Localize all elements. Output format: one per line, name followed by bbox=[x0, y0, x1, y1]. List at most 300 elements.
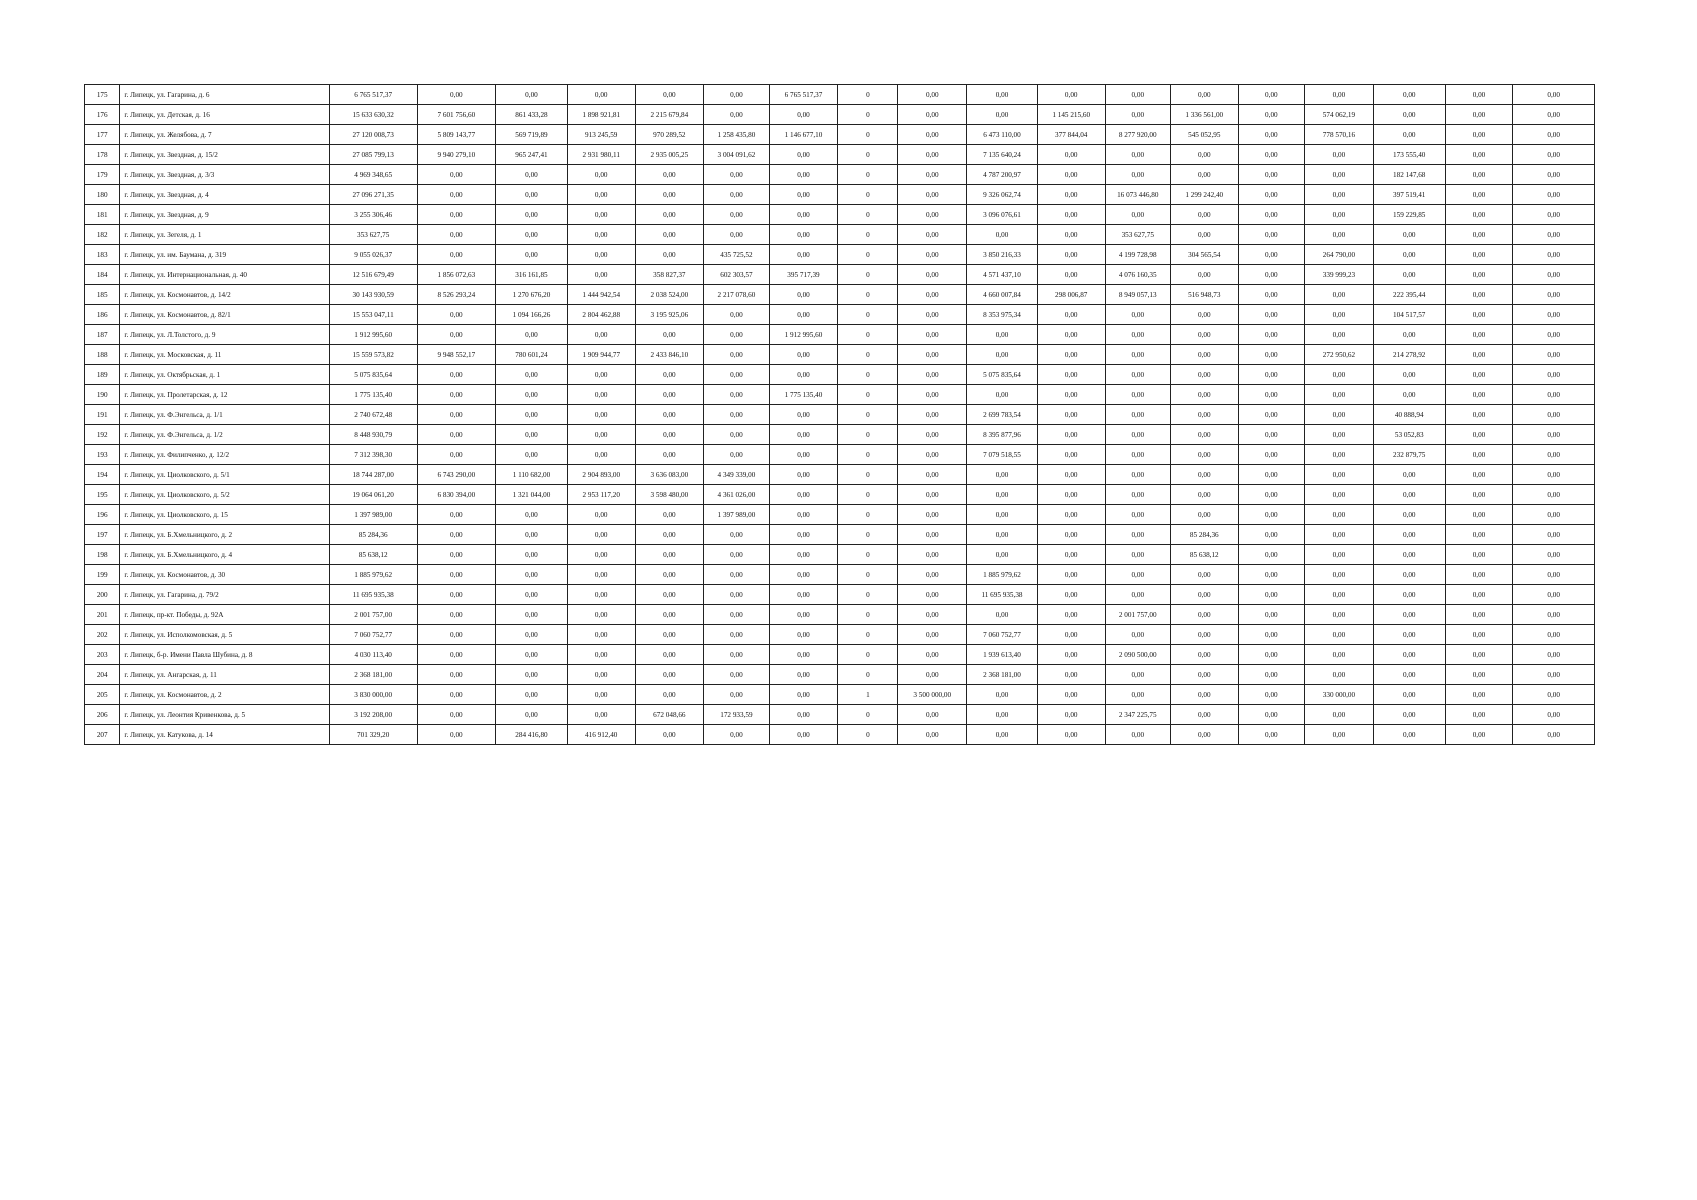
value-cell: 0,00 bbox=[1037, 685, 1105, 705]
value-cell: 159 229,85 bbox=[1373, 205, 1445, 225]
value-cell: 0,00 bbox=[417, 605, 495, 625]
value-cell: 0,00 bbox=[769, 205, 838, 225]
value-cell: 0,00 bbox=[635, 625, 704, 645]
value-cell: 0,00 bbox=[496, 605, 568, 625]
table-row bbox=[85, 145, 1595, 165]
value-cell: 0,00 bbox=[1238, 565, 1305, 585]
value-cell: 0,00 bbox=[1445, 425, 1513, 445]
value-cell: 0,00 bbox=[1238, 285, 1305, 305]
value-cell: 298 006,87 bbox=[1037, 285, 1105, 305]
value-cell: 0,00 bbox=[1170, 685, 1238, 705]
value-cell: 0,00 bbox=[567, 445, 635, 465]
value-cell: 0,00 bbox=[898, 225, 967, 245]
value-cell: 0,00 bbox=[1305, 465, 1374, 485]
value-cell: 8 353 975,34 bbox=[967, 305, 1038, 325]
value-cell: 0 bbox=[838, 605, 898, 625]
value-cell: 0,00 bbox=[1170, 305, 1238, 325]
value-cell: 0,00 bbox=[417, 525, 495, 545]
value-cell: 0,00 bbox=[1445, 385, 1513, 405]
address-cell: г. Липецк, ул. Космонавтов, д. 82/1 bbox=[120, 305, 329, 325]
value-cell: 0,00 bbox=[967, 325, 1038, 345]
value-cell: 0,00 bbox=[898, 585, 967, 605]
value-cell: 0,00 bbox=[1445, 505, 1513, 525]
value-cell: 0,00 bbox=[769, 145, 838, 165]
value-cell: 0,00 bbox=[1238, 145, 1305, 165]
value-cell: 0,00 bbox=[704, 365, 769, 385]
value-cell: 0,00 bbox=[635, 545, 704, 565]
value-cell: 0,00 bbox=[769, 485, 838, 505]
value-cell: 0,00 bbox=[1373, 605, 1445, 625]
address-cell: г. Липецк, ул. Ангарская, д. 11 bbox=[120, 665, 329, 685]
value-cell: 0,00 bbox=[496, 545, 568, 565]
value-cell: 0,00 bbox=[704, 725, 769, 745]
value-cell: 330 000,00 bbox=[1305, 685, 1374, 705]
value-cell: 4 787 200,97 bbox=[967, 165, 1038, 185]
value-cell: 85 638,12 bbox=[1170, 545, 1238, 565]
value-cell: 0,00 bbox=[1105, 105, 1170, 125]
value-cell: 0,00 bbox=[898, 485, 967, 505]
value-cell: 0,00 bbox=[1305, 725, 1374, 745]
value-cell: 0,00 bbox=[1037, 545, 1105, 565]
value-cell: 397 519,41 bbox=[1373, 185, 1445, 205]
value-cell: 0 bbox=[838, 225, 898, 245]
value-cell: 0,00 bbox=[1445, 485, 1513, 505]
value-cell: 0,00 bbox=[1238, 485, 1305, 505]
value-cell: 0,00 bbox=[898, 565, 967, 585]
value-cell: 2 433 846,10 bbox=[635, 345, 704, 365]
value-cell: 0,00 bbox=[1105, 85, 1170, 105]
value-cell: 30 143 930,59 bbox=[329, 285, 417, 305]
value-cell: 0 bbox=[838, 505, 898, 525]
value-cell: 0,00 bbox=[417, 625, 495, 645]
value-cell: 0,00 bbox=[417, 225, 495, 245]
value-cell: 861 433,28 bbox=[496, 105, 568, 125]
value-cell: 7 135 640,24 bbox=[967, 145, 1038, 165]
value-cell: 0 bbox=[838, 345, 898, 365]
row-number: 195 bbox=[85, 485, 120, 505]
row-number: 189 bbox=[85, 365, 120, 385]
value-cell: 0,00 bbox=[769, 725, 838, 745]
value-cell: 0,00 bbox=[1305, 405, 1374, 425]
address-cell: г. Липецк, ул. Ф.Энгельса, д. 1/1 bbox=[120, 405, 329, 425]
value-cell: 1 bbox=[838, 685, 898, 705]
table-body bbox=[85, 85, 1595, 745]
value-cell: 0,00 bbox=[1170, 225, 1238, 245]
value-cell: 0,00 bbox=[769, 605, 838, 625]
value-cell: 104 517,57 bbox=[1373, 305, 1445, 325]
row-number: 206 bbox=[85, 705, 120, 725]
value-cell: 2 699 783,54 bbox=[967, 405, 1038, 425]
value-cell: 8 949 057,13 bbox=[1105, 285, 1170, 305]
value-cell: 3 004 091,62 bbox=[704, 145, 769, 165]
value-cell: 0,00 bbox=[1305, 425, 1374, 445]
value-cell: 0,00 bbox=[967, 485, 1038, 505]
row-number: 177 bbox=[85, 125, 120, 145]
value-cell: 0,00 bbox=[967, 685, 1038, 705]
value-cell: 27 120 008,73 bbox=[329, 125, 417, 145]
value-cell: 316 161,85 bbox=[496, 265, 568, 285]
value-cell: 0,00 bbox=[1373, 225, 1445, 245]
value-cell: 0,00 bbox=[1513, 385, 1595, 405]
value-cell: 1 939 613,40 bbox=[967, 645, 1038, 665]
value-cell: 0,00 bbox=[417, 705, 495, 725]
value-cell: 0,00 bbox=[1037, 585, 1105, 605]
value-cell: 358 827,37 bbox=[635, 265, 704, 285]
value-cell: 0,00 bbox=[1238, 605, 1305, 625]
value-cell: 0,00 bbox=[417, 165, 495, 185]
table-row bbox=[85, 705, 1595, 725]
value-cell: 0,00 bbox=[567, 265, 635, 285]
value-cell: 85 284,36 bbox=[1170, 525, 1238, 545]
value-cell: 0,00 bbox=[1305, 665, 1374, 685]
value-cell: 0,00 bbox=[1305, 85, 1374, 105]
value-cell: 0,00 bbox=[1037, 265, 1105, 285]
value-cell: 0,00 bbox=[417, 85, 495, 105]
value-cell: 0,00 bbox=[769, 285, 838, 305]
value-cell: 0,00 bbox=[635, 525, 704, 545]
value-cell: 0,00 bbox=[769, 685, 838, 705]
value-cell: 0,00 bbox=[635, 585, 704, 605]
value-cell: 0,00 bbox=[1238, 385, 1305, 405]
address-cell: г. Липецк, ул. Октябрьская, д. 1 bbox=[120, 365, 329, 385]
value-cell: 0,00 bbox=[496, 385, 568, 405]
value-cell: 0,00 bbox=[1373, 645, 1445, 665]
address-cell: г. Липецк, б-р. Имени Павла Шубина, д. 8 bbox=[120, 645, 329, 665]
value-cell: 0,00 bbox=[704, 525, 769, 545]
row-number: 188 bbox=[85, 345, 120, 365]
table-row bbox=[85, 385, 1595, 405]
value-cell: 0,00 bbox=[567, 385, 635, 405]
row-number: 179 bbox=[85, 165, 120, 185]
value-cell: 3 255 306,46 bbox=[329, 205, 417, 225]
value-cell: 0,00 bbox=[1513, 205, 1595, 225]
value-cell: 0,00 bbox=[417, 545, 495, 565]
value-cell: 0,00 bbox=[567, 365, 635, 385]
value-cell: 0,00 bbox=[567, 685, 635, 705]
table-row bbox=[85, 545, 1595, 565]
value-cell: 0,00 bbox=[1170, 565, 1238, 585]
value-cell: 0,00 bbox=[1170, 485, 1238, 505]
value-cell: 0 bbox=[838, 585, 898, 605]
value-cell: 0,00 bbox=[1037, 485, 1105, 505]
value-cell: 2 931 980,11 bbox=[567, 145, 635, 165]
table-row bbox=[85, 725, 1595, 745]
value-cell: 0,00 bbox=[635, 405, 704, 425]
value-cell: 4 030 113,40 bbox=[329, 645, 417, 665]
value-cell: 3 192 208,00 bbox=[329, 705, 417, 725]
row-number: 187 bbox=[85, 325, 120, 345]
value-cell: 0,00 bbox=[417, 685, 495, 705]
value-cell: 0,00 bbox=[1305, 705, 1374, 725]
value-cell: 0,00 bbox=[1238, 305, 1305, 325]
value-cell: 0,00 bbox=[567, 525, 635, 545]
value-cell: 0,00 bbox=[1170, 165, 1238, 185]
value-cell: 173 555,40 bbox=[1373, 145, 1445, 165]
value-cell: 0,00 bbox=[1105, 445, 1170, 465]
value-cell: 0,00 bbox=[1445, 105, 1513, 125]
value-cell: 0,00 bbox=[1513, 225, 1595, 245]
value-cell: 0,00 bbox=[496, 685, 568, 705]
value-cell: 1 775 135,40 bbox=[769, 385, 838, 405]
value-cell: 0,00 bbox=[1513, 545, 1595, 565]
value-cell: 0,00 bbox=[567, 85, 635, 105]
value-cell: 12 516 679,49 bbox=[329, 265, 417, 285]
value-cell: 7 060 752,77 bbox=[967, 625, 1038, 645]
value-cell: 0,00 bbox=[567, 585, 635, 605]
value-cell: 8 277 920,00 bbox=[1105, 125, 1170, 145]
value-cell: 1 336 561,00 bbox=[1170, 105, 1238, 125]
value-cell: 0,00 bbox=[704, 605, 769, 625]
value-cell: 3 195 925,06 bbox=[635, 305, 704, 325]
value-cell: 0,00 bbox=[1445, 245, 1513, 265]
table-row bbox=[85, 645, 1595, 665]
value-cell: 0,00 bbox=[1238, 505, 1305, 525]
value-cell: 0,00 bbox=[898, 265, 967, 285]
address-cell: г. Липецк, ул. Пролетарская, д. 12 bbox=[120, 385, 329, 405]
value-cell: 0,00 bbox=[1170, 205, 1238, 225]
table-row bbox=[85, 565, 1595, 585]
value-cell: 0,00 bbox=[1037, 665, 1105, 685]
value-cell: 0,00 bbox=[704, 545, 769, 565]
value-cell: 0,00 bbox=[1373, 485, 1445, 505]
value-cell: 0,00 bbox=[898, 125, 967, 145]
value-cell: 0,00 bbox=[1445, 585, 1513, 605]
value-cell: 0,00 bbox=[1305, 485, 1374, 505]
value-cell: 0,00 bbox=[1037, 85, 1105, 105]
value-cell: 0,00 bbox=[704, 225, 769, 245]
value-cell: 0,00 bbox=[704, 445, 769, 465]
value-cell: 0,00 bbox=[1445, 545, 1513, 565]
value-cell: 0 bbox=[838, 545, 898, 565]
value-cell: 18 744 287,00 bbox=[329, 465, 417, 485]
value-cell: 0,00 bbox=[1373, 465, 1445, 485]
value-cell: 0,00 bbox=[1105, 325, 1170, 345]
value-cell: 0,00 bbox=[1445, 445, 1513, 465]
value-cell: 0 bbox=[838, 625, 898, 645]
table-row bbox=[85, 265, 1595, 285]
value-cell: 0,00 bbox=[704, 405, 769, 425]
value-cell: 7 079 518,55 bbox=[967, 445, 1038, 465]
value-cell: 0,00 bbox=[769, 505, 838, 525]
value-cell: 0,00 bbox=[704, 185, 769, 205]
value-cell: 0,00 bbox=[1037, 525, 1105, 545]
value-cell: 0,00 bbox=[967, 705, 1038, 725]
value-cell: 0,00 bbox=[1238, 725, 1305, 745]
value-cell: 0,00 bbox=[769, 405, 838, 425]
value-cell: 0,00 bbox=[1037, 445, 1105, 465]
value-cell: 0,00 bbox=[496, 245, 568, 265]
value-cell: 0,00 bbox=[1445, 565, 1513, 585]
value-cell: 0,00 bbox=[496, 585, 568, 605]
value-cell: 3 830 000,00 bbox=[329, 685, 417, 705]
value-cell: 0,00 bbox=[1373, 385, 1445, 405]
value-cell: 0,00 bbox=[1513, 685, 1595, 705]
value-cell: 0,00 bbox=[769, 445, 838, 465]
value-cell: 0,00 bbox=[417, 245, 495, 265]
value-cell: 4 076 160,35 bbox=[1105, 265, 1170, 285]
address-cell: г. Липецк, ул. им. Баумана, д. 319 bbox=[120, 245, 329, 265]
value-cell: 0 bbox=[838, 305, 898, 325]
value-cell: 0,00 bbox=[769, 465, 838, 485]
value-cell: 0,00 bbox=[1445, 685, 1513, 705]
value-cell: 0,00 bbox=[1238, 325, 1305, 345]
value-cell: 0,00 bbox=[1238, 185, 1305, 205]
value-cell: 970 289,52 bbox=[635, 125, 704, 145]
value-cell: 0,00 bbox=[967, 505, 1038, 525]
value-cell: 0 bbox=[838, 565, 898, 585]
value-cell: 0,00 bbox=[1238, 545, 1305, 565]
row-number: 186 bbox=[85, 305, 120, 325]
value-cell: 1 775 135,40 bbox=[329, 385, 417, 405]
value-cell: 0,00 bbox=[1513, 405, 1595, 425]
value-cell: 0,00 bbox=[1238, 405, 1305, 425]
value-cell: 0,00 bbox=[417, 645, 495, 665]
value-cell: 0,00 bbox=[1305, 525, 1374, 545]
value-cell: 0,00 bbox=[1513, 565, 1595, 585]
value-cell: 0,00 bbox=[1305, 365, 1374, 385]
table-row bbox=[85, 405, 1595, 425]
value-cell: 1 885 979,62 bbox=[967, 565, 1038, 585]
value-cell: 0,00 bbox=[1513, 485, 1595, 505]
value-cell: 0 bbox=[838, 85, 898, 105]
value-cell: 0,00 bbox=[898, 245, 967, 265]
value-cell: 0,00 bbox=[496, 325, 568, 345]
value-cell: 214 278,92 bbox=[1373, 345, 1445, 365]
value-cell: 0,00 bbox=[898, 505, 967, 525]
table-row bbox=[85, 285, 1595, 305]
value-cell: 0,00 bbox=[1037, 305, 1105, 325]
address-cell: г. Липецк, ул. Звездная, д. 3/3 bbox=[120, 165, 329, 185]
value-cell: 0,00 bbox=[769, 245, 838, 265]
value-cell: 5 075 835,64 bbox=[329, 365, 417, 385]
value-cell: 1 912 995,60 bbox=[329, 325, 417, 345]
value-cell: 0,00 bbox=[496, 445, 568, 465]
value-cell: 9 940 279,10 bbox=[417, 145, 495, 165]
address-cell: г. Липецк, ул. Звездная, д. 15/2 bbox=[120, 145, 329, 165]
value-cell: 0,00 bbox=[1373, 365, 1445, 385]
value-cell: 0,00 bbox=[1238, 705, 1305, 725]
value-cell: 0 bbox=[838, 425, 898, 445]
value-cell: 0,00 bbox=[769, 185, 838, 205]
value-cell: 0,00 bbox=[1170, 85, 1238, 105]
value-cell: 545 052,95 bbox=[1170, 125, 1238, 145]
value-cell: 0,00 bbox=[496, 85, 568, 105]
value-cell: 0,00 bbox=[1037, 205, 1105, 225]
value-cell: 0,00 bbox=[967, 465, 1038, 485]
value-cell: 0,00 bbox=[1445, 465, 1513, 485]
value-cell: 7 060 752,77 bbox=[329, 625, 417, 645]
value-cell: 0 bbox=[838, 165, 898, 185]
value-cell: 377 844,04 bbox=[1037, 125, 1105, 145]
value-cell: 0,00 bbox=[1170, 725, 1238, 745]
value-cell: 2 953 117,20 bbox=[567, 485, 635, 505]
value-cell: 0,00 bbox=[496, 625, 568, 645]
address-cell: г. Липецк, ул. Гагарина, д. 79/2 bbox=[120, 585, 329, 605]
value-cell: 0,00 bbox=[898, 465, 967, 485]
value-cell: 0,00 bbox=[1445, 525, 1513, 545]
address-cell: г. Липецк, ул. Леонтия Кривенкова, д. 5 bbox=[120, 705, 329, 725]
value-cell: 0,00 bbox=[496, 665, 568, 685]
value-cell: 1 110 682,00 bbox=[496, 465, 568, 485]
table-row bbox=[85, 665, 1595, 685]
value-cell: 0,00 bbox=[1170, 505, 1238, 525]
value-cell: 85 638,12 bbox=[329, 545, 417, 565]
value-cell: 8 395 877,96 bbox=[967, 425, 1038, 445]
value-cell: 0,00 bbox=[1105, 465, 1170, 485]
value-cell: 0,00 bbox=[1037, 705, 1105, 725]
value-cell: 85 284,36 bbox=[329, 525, 417, 545]
value-cell: 353 627,75 bbox=[329, 225, 417, 245]
value-cell: 0,00 bbox=[898, 85, 967, 105]
value-cell: 0,00 bbox=[704, 325, 769, 345]
table-row bbox=[85, 585, 1595, 605]
value-cell: 0,00 bbox=[898, 105, 967, 125]
value-cell: 9 326 062,74 bbox=[967, 185, 1038, 205]
value-cell: 0,00 bbox=[898, 665, 967, 685]
value-cell: 0,00 bbox=[769, 365, 838, 385]
value-cell: 0,00 bbox=[1373, 625, 1445, 645]
table-row bbox=[85, 185, 1595, 205]
table-row bbox=[85, 425, 1595, 445]
value-cell: 0,00 bbox=[1445, 145, 1513, 165]
value-cell: 0,00 bbox=[769, 645, 838, 665]
value-cell: 0,00 bbox=[1105, 365, 1170, 385]
row-number: 190 bbox=[85, 385, 120, 405]
table-row bbox=[85, 105, 1595, 125]
value-cell: 1 885 979,62 bbox=[329, 565, 417, 585]
table-row bbox=[85, 525, 1595, 545]
value-cell: 0,00 bbox=[769, 625, 838, 645]
value-cell: 0,00 bbox=[1238, 465, 1305, 485]
value-cell: 0,00 bbox=[1238, 585, 1305, 605]
value-cell: 272 950,62 bbox=[1305, 345, 1374, 365]
address-cell: г. Липецк, ул. Исполкомовская, д. 5 bbox=[120, 625, 329, 645]
value-cell: 0,00 bbox=[1513, 125, 1595, 145]
row-number: 185 bbox=[85, 285, 120, 305]
value-cell: 0,00 bbox=[496, 525, 568, 545]
value-cell: 1 146 677,10 bbox=[769, 125, 838, 145]
value-cell: 0,00 bbox=[1170, 385, 1238, 405]
value-cell: 0,00 bbox=[567, 405, 635, 425]
table-row bbox=[85, 505, 1595, 525]
value-cell: 0,00 bbox=[496, 505, 568, 525]
value-cell: 0 bbox=[838, 265, 898, 285]
address-cell: г. Липецк, ул. Космонавтов, д. 2 bbox=[120, 685, 329, 705]
value-cell: 0,00 bbox=[1445, 365, 1513, 385]
row-number: 178 bbox=[85, 145, 120, 165]
value-cell: 0,00 bbox=[898, 545, 967, 565]
value-cell: 0,00 bbox=[1445, 625, 1513, 645]
value-cell: 0,00 bbox=[1238, 665, 1305, 685]
value-cell: 0,00 bbox=[1373, 125, 1445, 145]
value-cell: 0,00 bbox=[1513, 365, 1595, 385]
table-row bbox=[85, 225, 1595, 245]
value-cell: 0,00 bbox=[704, 385, 769, 405]
value-cell: 0,00 bbox=[1513, 425, 1595, 445]
value-cell: 0,00 bbox=[704, 625, 769, 645]
row-number: 199 bbox=[85, 565, 120, 585]
value-cell: 4 199 728,98 bbox=[1105, 245, 1170, 265]
value-cell: 0,00 bbox=[567, 625, 635, 645]
value-cell: 0,00 bbox=[898, 145, 967, 165]
value-cell: 0,00 bbox=[1170, 585, 1238, 605]
value-cell: 913 245,59 bbox=[567, 125, 635, 145]
address-cell: г. Липецк, пр-кт. Победы, д. 92А bbox=[120, 605, 329, 625]
value-cell: 0,00 bbox=[1037, 725, 1105, 745]
value-cell: 7 312 398,30 bbox=[329, 445, 417, 465]
value-cell: 0,00 bbox=[1513, 465, 1595, 485]
value-cell: 0,00 bbox=[1037, 385, 1105, 405]
